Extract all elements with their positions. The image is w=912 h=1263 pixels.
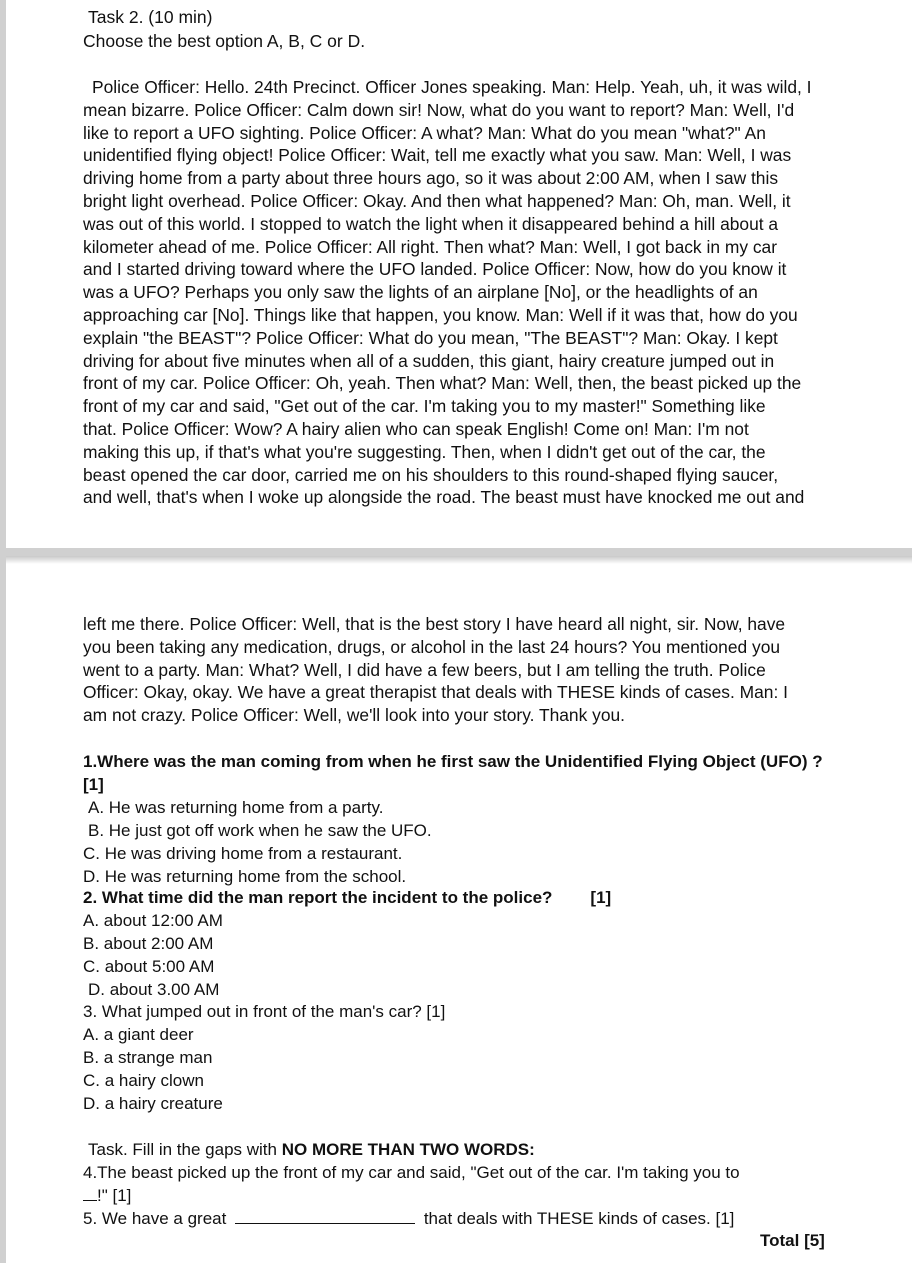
transcript-line: went to a party. Man: What? Well, I did have a few beers, but I am telling the truth. Police xyxy=(83,659,766,680)
transcript-line: driving home from a party about three hours ago, so it was about 2:00 AM, when I saw this xyxy=(83,168,779,189)
transcript-line: that. Police Officer: Wow? A hairy alien who can speak English! Come on! Man: I'm not xyxy=(83,418,749,439)
question-4-end: !" [1] xyxy=(97,1186,132,1205)
transcript-line: explain "the BEAST"? Police Officer: What do you mean, "The BEAST"? Man: Okay. I kept xyxy=(83,327,778,348)
question-1-option-d[interactable]: D. He was returning home from the school. xyxy=(83,867,407,886)
question-3-option-a[interactable]: A. a giant deer xyxy=(83,1025,194,1044)
fill-task-instruction-emphasis: NO MORE THAN TWO WORDS: xyxy=(281,1140,535,1159)
question-4-line-2 xyxy=(83,1184,131,1207)
question-3-option-d[interactable]: D. a hairy creature xyxy=(83,1094,223,1113)
question-3-text: 3. What jumped out in front of the man's car? [1] xyxy=(83,1002,446,1021)
task2-title: Task 2. (10 min) xyxy=(88,7,213,27)
question-2 xyxy=(83,886,611,1001)
question-4-line-1: 4.The beast picked up the front of my car and said, "Get out of the car. I'm taking you to xyxy=(83,1163,740,1182)
question-5-start: 5. We have a great xyxy=(83,1209,227,1228)
question-2-text xyxy=(83,886,611,909)
question-1-text: 1.Where was the man coming from when he first saw the Unidentified Flying Object (UFO) ? xyxy=(83,752,823,771)
question-5 xyxy=(83,1207,734,1230)
transcript-line: front of my car and said, "Get out of the car. I'm taking you to my master!" Something like xyxy=(83,396,766,417)
question-5-answer-gap[interactable] xyxy=(235,1209,415,1224)
transcript-line: unidentified flying object! Police Officer: Wait, tell me exactly what you saw. Man: Well, I was xyxy=(83,145,792,166)
question-1-mark: [1] xyxy=(83,775,104,794)
transcript-line: you been taking any medication, drugs, or alcohol in the last 24 hours? You mentioned you xyxy=(83,636,781,657)
transcript-line: and I started driving toward where the UFO landed. Police Officer: Now, how do you know it xyxy=(83,259,787,280)
question-2-mark: [1] xyxy=(590,888,612,907)
transcript-line: making this up, if that's what you're suggesting. Then, when I didn't get out of the car, the xyxy=(83,441,766,462)
transcript-line: approaching car [No]. Things like that happen, you know. Man: Well if it was that, how do you xyxy=(83,304,798,325)
transcript-line: front of my car. Police Officer: Oh, yeah. Then what? Man: Well, then, the beast picked up the xyxy=(83,373,802,394)
transcript-line: was a UFO? Perhaps you only saw the lights of an airplane [No], or the headlights of an xyxy=(83,282,758,303)
transcript-part-2 xyxy=(83,613,883,727)
transcript-line: mean bizarre. Police Officer: Calm down sir! Now, what do you want to report? Man: Well, I'd xyxy=(83,99,795,120)
transcript-line: Officer: Okay, okay. We have a great therapist that deals with THESE kinds of cases. Man: I xyxy=(83,682,788,703)
transcript-line: left me there. Police Officer: Well, that is the best story I have heard all night, sir. Now, have xyxy=(83,614,786,634)
transcript-line: am not crazy. Police Officer: Well, we'll look into your story. Thank you. xyxy=(83,705,625,726)
question-5-end: that deals with THESE kinds of cases. [1] xyxy=(423,1209,735,1228)
question-2-option-c[interactable]: C. about 5:00 AM xyxy=(83,957,215,976)
transcript-line: like to report a UFO sighting. Police Officer: A what? Man: What do you mean "what?" An xyxy=(83,122,766,143)
question-2-option-d[interactable]: D. about 3.00 AM xyxy=(88,980,220,999)
question-4-answer-gap[interactable] xyxy=(83,1186,97,1201)
question-2-option-a[interactable]: A. about 12:00 AM xyxy=(83,911,223,930)
task2-instruction: Choose the best option A, B, C or D. xyxy=(83,31,366,51)
fill-task-instruction: . Fill in the gaps with xyxy=(122,1140,282,1159)
fill-task-heading xyxy=(88,1138,535,1161)
page-edge xyxy=(6,556,912,564)
question-2-label: 2. What time did the man report the incident to the police? xyxy=(83,888,553,907)
question-1-option-a[interactable]: A. He was returning home from a party. xyxy=(88,798,384,817)
transcript-line: Police Officer: Hello. 24th Precinct. Officer Jones speaking. Man: Help. Yeah, uh, it was wild, I xyxy=(92,77,812,97)
question-2-option-b[interactable]: B. about 2:00 AM xyxy=(83,934,214,953)
question-3-option-c[interactable]: C. a hairy clown xyxy=(83,1071,204,1090)
transcript-line: and well, that's when I woke up alongside the road. The beast must have knocked me out and xyxy=(83,487,805,508)
question-3 xyxy=(83,1000,445,1115)
transcript-line: driving for about five minutes when all of a sudden, this giant, hairy creature jumped out in xyxy=(83,350,775,371)
total-score: Total [5] xyxy=(760,1231,825,1250)
question-1 xyxy=(83,750,823,888)
transcript-line: kilometer ahead of me. Police Officer: All right. Then what? Man: Well, I got back in my car xyxy=(83,236,778,257)
transcript-line: beast opened the car door, carried me on his shoulders to this round-shaped flying saucer, xyxy=(83,464,779,485)
fill-task-label: Task xyxy=(88,1140,123,1159)
transcript-part-1 xyxy=(83,76,883,509)
worksheet-page-2 xyxy=(6,556,912,1263)
question-1-option-c[interactable]: C. He was driving home from a restaurant. xyxy=(83,844,403,863)
worksheet-page-1 xyxy=(6,0,912,548)
question-1-option-b[interactable]: B. He just got off work when he saw the UFO. xyxy=(88,821,432,840)
transcript-line: bright light overhead. Police Officer: Okay. And then what happened? Man: Oh, man. Well, it xyxy=(83,190,791,211)
question-3-option-b[interactable]: B. a strange man xyxy=(83,1048,213,1067)
transcript-line: was out of this world. I stopped to watch the light when it disappeared behind a hill about a xyxy=(83,213,779,234)
